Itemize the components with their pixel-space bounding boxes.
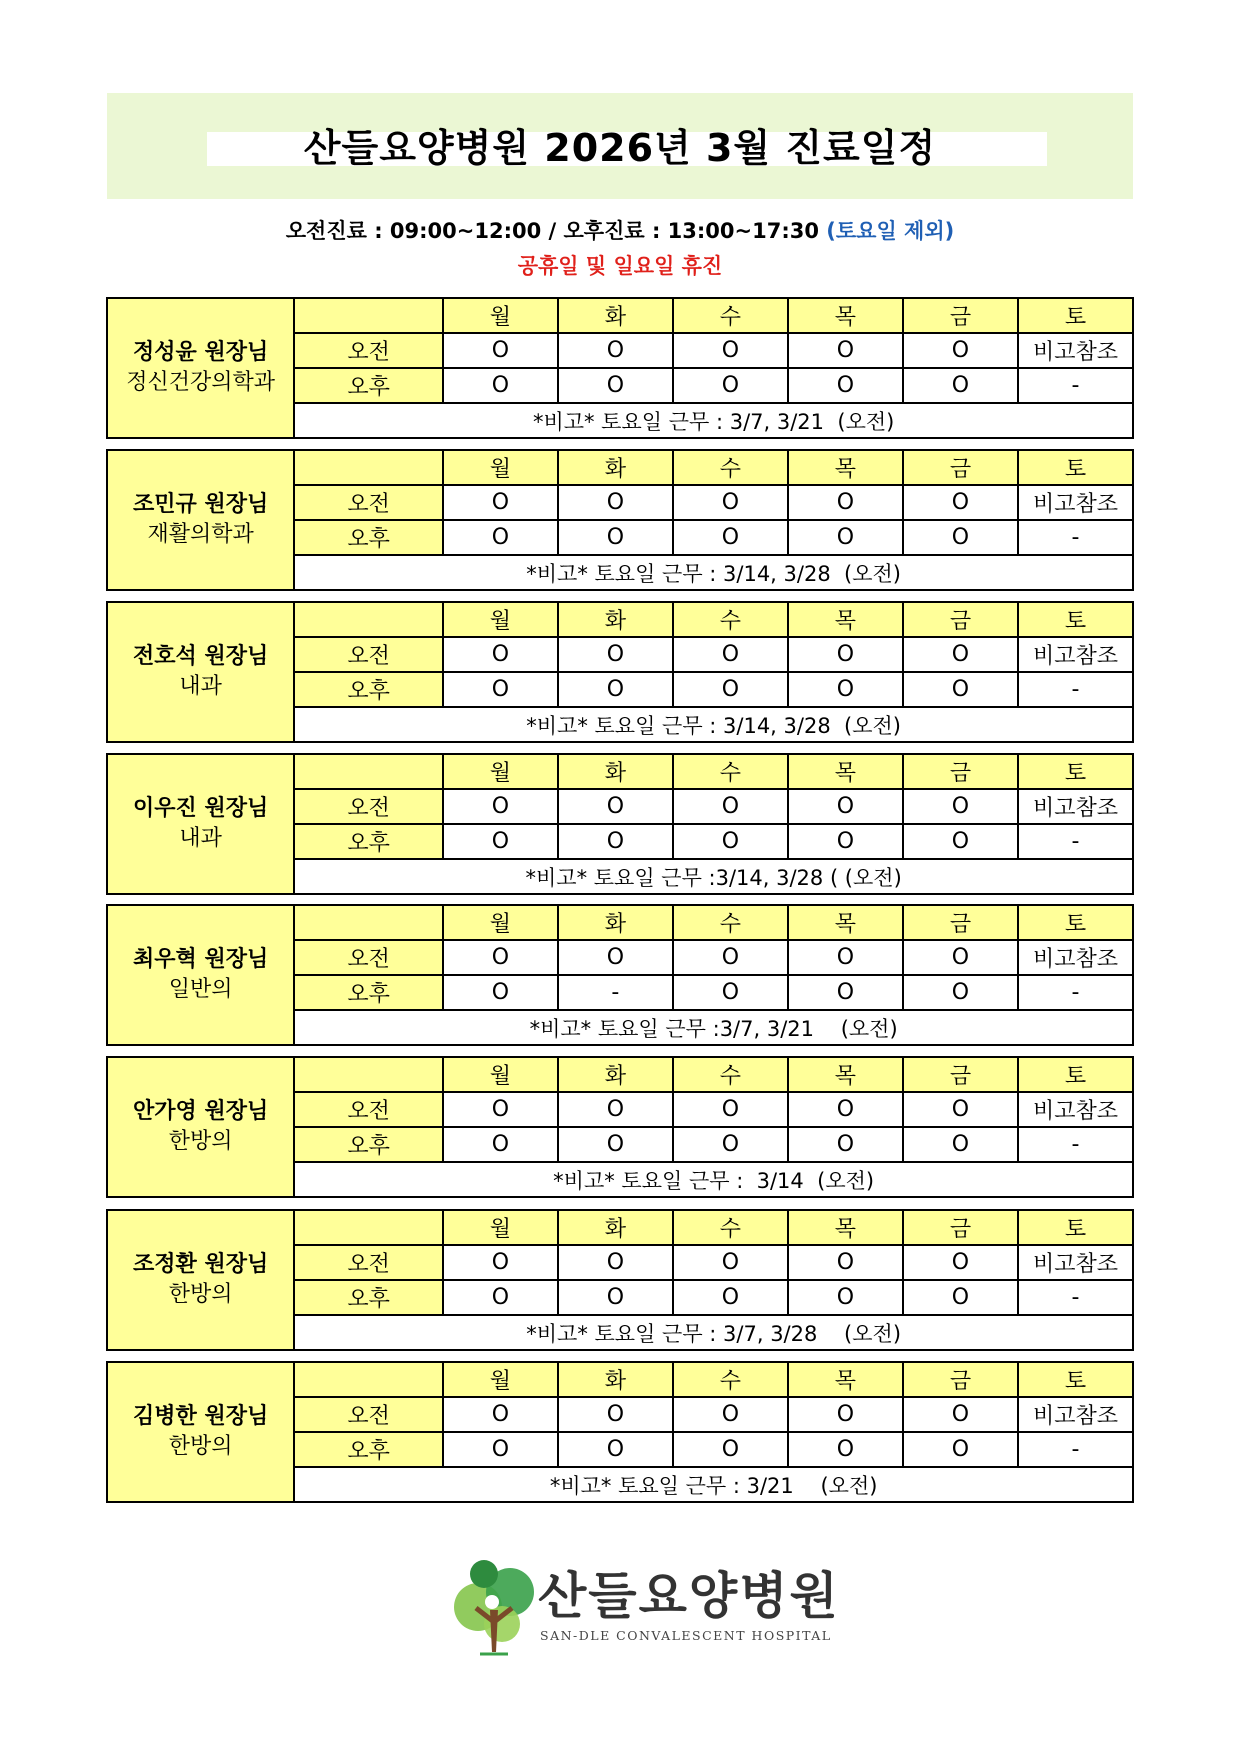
day-header: 수 <box>673 1362 788 1397</box>
pm-slot: O <box>903 520 1018 555</box>
day-header: 화 <box>558 450 673 485</box>
doctor-cell <box>107 1362 294 1502</box>
day-header: 목 <box>788 1362 903 1397</box>
saturday-note: *비고* 토요일 근무 : 3/7, 3/28 (오전) <box>294 1315 1133 1350</box>
doctor-cell <box>107 1057 294 1197</box>
period-pm-label: 오후 <box>294 672 443 707</box>
day-header: 화 <box>558 754 673 789</box>
day-header: 목 <box>788 905 903 940</box>
clinic-hours-text: 오전진료 : 09:00~12:00 / 오후진료 : 13:00~17:30 <box>285 219 827 243</box>
day-header: 금 <box>903 450 1018 485</box>
pm-slot: - <box>1018 975 1133 1010</box>
table-row <box>107 1210 1133 1245</box>
period-am-label: 오전 <box>294 333 443 368</box>
day-header: 토 <box>1018 905 1133 940</box>
period-am-label: 오전 <box>294 1092 443 1127</box>
am-slot: O <box>558 333 673 368</box>
pm-slot: O <box>903 1432 1018 1467</box>
am-slot: O <box>443 637 558 672</box>
am-slot: O <box>673 1397 788 1432</box>
am-slot: O <box>673 940 788 975</box>
am-slot: O <box>673 1245 788 1280</box>
pm-slot: O <box>673 368 788 403</box>
day-header: 토 <box>1018 754 1133 789</box>
doctor-department: 한방의 <box>168 1129 233 1154</box>
pm-slot: O <box>673 520 788 555</box>
am-slot: O <box>558 485 673 520</box>
period-am-label: 오전 <box>294 1245 443 1280</box>
pm-slot: O <box>443 520 558 555</box>
doctor-department: 한방의 <box>168 1282 233 1307</box>
pm-slot: O <box>788 824 903 859</box>
schedule-table <box>106 601 1134 743</box>
saturday-note: *비고* 토요일 근무 :3/14, 3/28 ( (오전) <box>294 859 1133 894</box>
day-header: 월 <box>443 1057 558 1092</box>
am-slot: O <box>903 789 1018 824</box>
pm-slot: O <box>788 672 903 707</box>
doctor-department: 내과 <box>179 826 222 851</box>
saturday-exception: (토요일 제외) <box>826 219 955 243</box>
am-slot: O <box>788 485 903 520</box>
pm-slot: O <box>443 1280 558 1315</box>
am-slot: O <box>443 940 558 975</box>
am-slot: O <box>443 333 558 368</box>
day-header: 토 <box>1018 298 1133 333</box>
period-pm-label: 오후 <box>294 1432 443 1467</box>
pm-slot: O <box>443 975 558 1010</box>
pm-slot: - <box>1018 672 1133 707</box>
doctor-department: 한방의 <box>168 1434 233 1459</box>
am-slot: O <box>788 1397 903 1432</box>
am-slot: O <box>788 1245 903 1280</box>
am-slot: O <box>673 789 788 824</box>
table-row <box>107 1362 1133 1397</box>
day-header: 목 <box>788 298 903 333</box>
am-slot: O <box>788 637 903 672</box>
pm-slot: - <box>558 975 673 1010</box>
day-header: 토 <box>1018 602 1133 637</box>
day-header: 화 <box>558 298 673 333</box>
am-slot: 비고참조 <box>1018 940 1133 975</box>
saturday-note: *비고* 토요일 근무 : 3/7, 3/21 (오전) <box>294 403 1133 438</box>
am-slot: O <box>558 1397 673 1432</box>
pm-slot: O <box>903 975 1018 1010</box>
saturday-note: *비고* 토요일 근무 :3/7, 3/21 (오전) <box>294 1010 1133 1045</box>
am-slot: O <box>673 485 788 520</box>
pm-slot: O <box>788 1432 903 1467</box>
schedule-table <box>106 297 1134 439</box>
logo-wordmark: 산들요양병원 <box>538 1567 840 1625</box>
schedule-table <box>106 1209 1134 1351</box>
pm-slot: O <box>903 824 1018 859</box>
schedule-table <box>106 1056 1134 1198</box>
holiday-notice: 공휴일 및 일요일 휴진 <box>517 254 723 278</box>
day-header: 금 <box>903 1210 1018 1245</box>
day-header: 수 <box>673 602 788 637</box>
header-blank-cell <box>294 298 443 333</box>
period-pm-label: 오후 <box>294 368 443 403</box>
doctor-department: 재활의학과 <box>147 522 254 547</box>
day-header: 목 <box>788 450 903 485</box>
am-slot: O <box>673 637 788 672</box>
pm-slot: O <box>558 368 673 403</box>
pm-slot: O <box>558 1127 673 1162</box>
day-header: 월 <box>443 450 558 485</box>
day-header: 수 <box>673 905 788 940</box>
schedule-table <box>106 1361 1134 1503</box>
am-slot: O <box>443 1397 558 1432</box>
day-header: 금 <box>903 298 1018 333</box>
am-slot: O <box>673 333 788 368</box>
pm-slot: - <box>1018 1127 1133 1162</box>
day-header: 수 <box>673 450 788 485</box>
pm-slot: O <box>443 368 558 403</box>
pm-slot: O <box>788 368 903 403</box>
period-pm-label: 오후 <box>294 824 443 859</box>
doctor-department: 일반의 <box>168 977 233 1002</box>
am-slot: 비고참조 <box>1018 789 1133 824</box>
logo-tree-graphic <box>454 1560 534 1654</box>
pm-slot: O <box>673 1127 788 1162</box>
day-header: 금 <box>903 1057 1018 1092</box>
pm-slot: O <box>788 520 903 555</box>
day-header: 수 <box>673 1210 788 1245</box>
pm-slot: O <box>673 1280 788 1315</box>
am-slot: 비고참조 <box>1018 333 1133 368</box>
day-header: 토 <box>1018 1210 1133 1245</box>
saturday-note: *비고* 토요일 근무 : 3/14 (오전) <box>294 1162 1133 1197</box>
doctor-cell <box>107 602 294 742</box>
period-pm-label: 오후 <box>294 975 443 1010</box>
day-header: 목 <box>788 754 903 789</box>
header-blank-cell <box>294 1057 443 1092</box>
am-slot: O <box>443 1092 558 1127</box>
am-slot: O <box>558 940 673 975</box>
doctor-name: 조민규 원장님 <box>133 492 269 517</box>
am-slot: 비고참조 <box>1018 1092 1133 1127</box>
am-slot: O <box>903 1092 1018 1127</box>
pm-slot: O <box>903 368 1018 403</box>
day-header: 금 <box>903 1362 1018 1397</box>
am-slot: O <box>673 1092 788 1127</box>
saturday-note: *비고* 토요일 근무 : 3/21 (오전) <box>294 1467 1133 1502</box>
saturday-note: *비고* 토요일 근무 : 3/14, 3/28 (오전) <box>294 707 1133 742</box>
table-row <box>107 450 1133 485</box>
day-header: 수 <box>673 1057 788 1092</box>
pm-slot: O <box>443 824 558 859</box>
am-slot: O <box>903 333 1018 368</box>
doctor-name: 정성윤 원장님 <box>133 340 269 365</box>
pm-slot: O <box>903 1280 1018 1315</box>
schedule-table <box>106 904 1134 1046</box>
pm-slot: O <box>673 1432 788 1467</box>
am-slot: 비고참조 <box>1018 637 1133 672</box>
day-header: 화 <box>558 1057 673 1092</box>
pm-slot: O <box>558 672 673 707</box>
period-am-label: 오전 <box>294 940 443 975</box>
doctor-cell <box>107 1210 294 1350</box>
header-blank-cell <box>294 1362 443 1397</box>
doctor-name: 안가영 원장님 <box>133 1099 269 1124</box>
table-row <box>107 1057 1133 1092</box>
pm-slot: O <box>673 824 788 859</box>
period-am-label: 오전 <box>294 485 443 520</box>
day-header: 월 <box>443 754 558 789</box>
header-blank-cell <box>294 905 443 940</box>
period-pm-label: 오후 <box>294 1280 443 1315</box>
doctor-name: 최우혁 원장님 <box>133 947 269 972</box>
period-pm-label: 오후 <box>294 1127 443 1162</box>
doctor-name: 김병한 원장님 <box>133 1404 269 1429</box>
pm-slot: O <box>443 1432 558 1467</box>
doctor-department: 내과 <box>179 674 222 699</box>
day-header: 화 <box>558 905 673 940</box>
doctor-cell <box>107 754 294 894</box>
day-header: 금 <box>903 754 1018 789</box>
pm-slot: O <box>558 520 673 555</box>
period-am-label: 오전 <box>294 637 443 672</box>
period-am-label: 오전 <box>294 789 443 824</box>
day-header: 수 <box>673 754 788 789</box>
doctor-department: 정신건강의학과 <box>126 370 276 395</box>
header-blank-cell <box>294 1210 443 1245</box>
am-slot: O <box>558 1245 673 1280</box>
day-header: 토 <box>1018 1057 1133 1092</box>
am-slot: O <box>443 1245 558 1280</box>
day-header: 목 <box>788 1057 903 1092</box>
pm-slot: O <box>443 672 558 707</box>
am-slot: O <box>443 789 558 824</box>
day-header: 월 <box>443 602 558 637</box>
page-title: 산들요양병원 2026년 3월 진료일정 <box>303 126 937 170</box>
day-header: 월 <box>443 298 558 333</box>
am-slot: 비고참조 <box>1018 1245 1133 1280</box>
schedule-table <box>106 449 1134 591</box>
schedule-table <box>106 753 1134 895</box>
period-pm-label: 오후 <box>294 520 443 555</box>
pm-slot: O <box>558 1280 673 1315</box>
am-slot: 비고참조 <box>1018 1397 1133 1432</box>
am-slot: O <box>903 940 1018 975</box>
doctor-name: 조정환 원장님 <box>133 1252 269 1277</box>
am-slot: 비고참조 <box>1018 485 1133 520</box>
pm-slot: O <box>673 672 788 707</box>
doctor-cell <box>107 450 294 590</box>
saturday-note: *비고* 토요일 근무 : 3/14, 3/28 (오전) <box>294 555 1133 590</box>
day-header: 목 <box>788 602 903 637</box>
doctor-name: 전호석 원장님 <box>133 644 269 669</box>
am-slot: O <box>903 637 1018 672</box>
day-header: 토 <box>1018 1362 1133 1397</box>
am-slot: O <box>788 940 903 975</box>
day-header: 수 <box>673 298 788 333</box>
table-row <box>107 905 1133 940</box>
day-header: 목 <box>788 1210 903 1245</box>
am-slot: O <box>903 1245 1018 1280</box>
pm-slot: O <box>673 975 788 1010</box>
day-header: 월 <box>443 905 558 940</box>
pm-slot: - <box>1018 1280 1133 1315</box>
table-row <box>107 298 1133 333</box>
pm-slot: - <box>1018 368 1133 403</box>
am-slot: O <box>558 1092 673 1127</box>
pm-slot: O <box>788 1127 903 1162</box>
day-header: 화 <box>558 602 673 637</box>
pm-slot: O <box>788 975 903 1010</box>
doctor-cell <box>107 298 294 438</box>
pm-slot: - <box>1018 520 1133 555</box>
clinic-hours <box>0 216 1240 246</box>
doctor-name: 이우진 원장님 <box>133 796 269 821</box>
am-slot: O <box>903 1397 1018 1432</box>
am-slot: O <box>903 485 1018 520</box>
header-blank-cell <box>294 450 443 485</box>
am-slot: O <box>788 1092 903 1127</box>
pm-slot: O <box>443 1127 558 1162</box>
pm-slot: O <box>903 672 1018 707</box>
doctor-cell <box>107 905 294 1045</box>
am-slot: O <box>443 485 558 520</box>
pm-slot: - <box>1018 824 1133 859</box>
am-slot: O <box>788 333 903 368</box>
pm-slot: O <box>903 1127 1018 1162</box>
am-slot: O <box>558 637 673 672</box>
period-am-label: 오전 <box>294 1397 443 1432</box>
table-row <box>107 602 1133 637</box>
am-slot: O <box>788 789 903 824</box>
pm-slot: O <box>788 1280 903 1315</box>
pm-slot: O <box>558 1432 673 1467</box>
am-slot: O <box>558 789 673 824</box>
table-row <box>107 754 1133 789</box>
day-header: 월 <box>443 1210 558 1245</box>
day-header: 화 <box>558 1210 673 1245</box>
day-header: 토 <box>1018 450 1133 485</box>
day-header: 금 <box>903 602 1018 637</box>
pm-slot: O <box>558 824 673 859</box>
header-blank-cell <box>294 602 443 637</box>
day-header: 월 <box>443 1362 558 1397</box>
logo-subtitle: SAN-DLE CONVALESCENT HOSPITAL <box>540 1628 832 1643</box>
pm-slot: - <box>1018 1432 1133 1467</box>
day-header: 화 <box>558 1362 673 1397</box>
day-header: 금 <box>903 905 1018 940</box>
header-blank-cell <box>294 754 443 789</box>
